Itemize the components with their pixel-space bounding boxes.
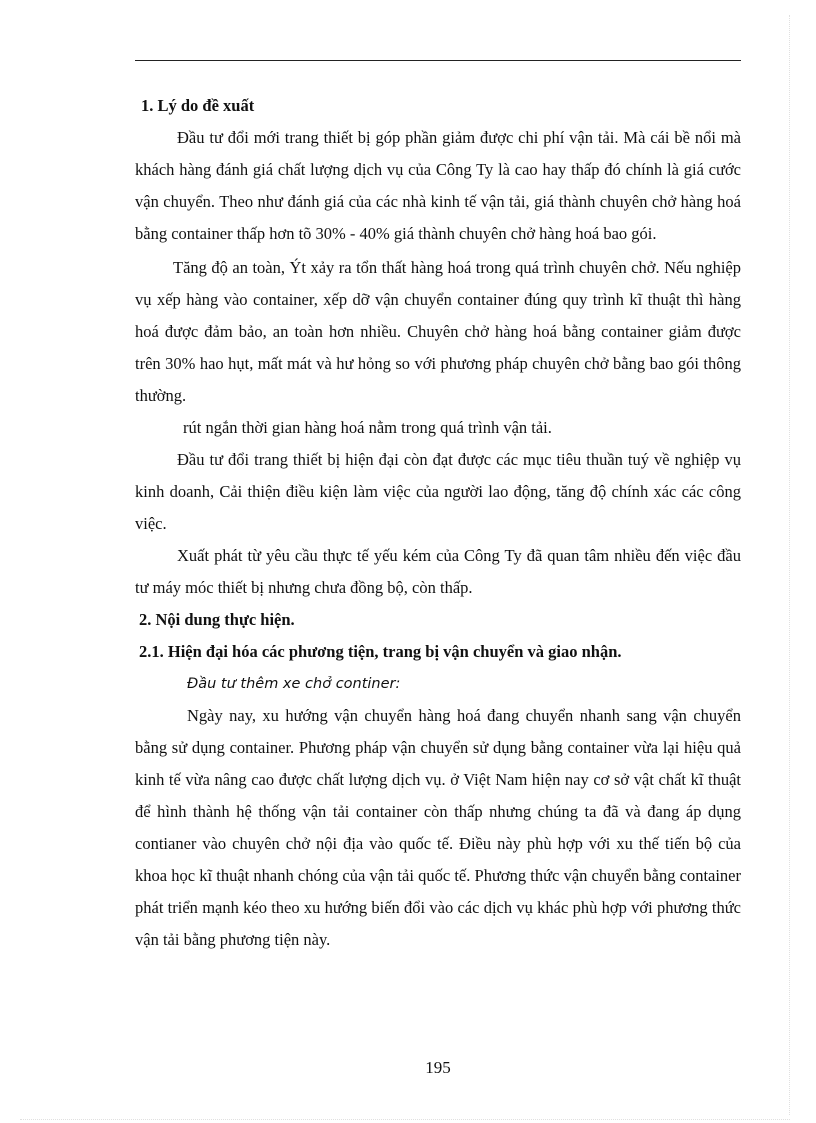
subsection-subtitle: Đầu tư thêm xe chở continer: <box>187 676 401 692</box>
page-number: 195 <box>425 1058 451 1077</box>
paragraph-safety: Tăng độ an toàn, Ýt xảy ra tổn thất hàng hoá trong quá trình chuyên chở. Nếu nghiệp vụ xếp hàng vào container, xếp dỡ vận chuyển container đúng quy trình kĩ thuật thì hàng hoá được đảm bảo, an toàn hơn nhiều. Chuyên chở hàng hoá bằng container giảm được trên 30% hao hụt, mất mát và hư hỏng so với phương pháp chuyên chở bằng bao gói thông thường. <box>135 258 741 405</box>
paragraph-cost-reduction: Đầu tư đổi mới trang thiết bị góp phần giảm được chi phí vận tải. Mà cái bề nổi mà khách hàng đánh giá chất lượng dịch vụ của Công Ty là cao hay thấp đó chính là giá cước vận chuyển. Theo như đánh giá của các nhà kinh tế vận tải, giá thành chuyên chở hàng hoá bằng container thấp hơn tõ 30% - 40% giá thành chuyên chở hàng hoá bao gói. <box>135 128 741 243</box>
paragraph-business-goals: Đầu tư đổi trang thiết bị hiện đại còn đạt được các mục tiêu thuần tuý về nghiệp vụ kinh doanh, Cải thiện điều kiện làm việc của người lao động, tăng độ chính xác các công việc. <box>135 450 741 533</box>
paragraph-motivation: Xuất phát từ yêu cầu thực tế yếu kém của Công Ty đã quan tâm nhiều đến việc đầu tư máy móc thiết bị nhưng chưa đồng bộ, còn thấp. <box>135 546 741 597</box>
subsection-heading-2-1: 2.1. Hiện đại hóa các phương tiện, trang bị vận chuyển và giao nhận. <box>139 642 622 661</box>
header-rule <box>135 60 741 61</box>
page-border-right <box>789 15 790 1115</box>
page-border-bottom <box>20 1119 790 1120</box>
paragraph-container-trend: Ngày nay, xu hướng vận chuyển hàng hoá đang chuyển nhanh sang vận chuyển bằng sử dụng container. Phương pháp vận chuyển sử dụng bằng container vừa lại hiệu quả kinh tế vừa nâng cao được chất lượng dịch vụ. ở Việt Nam hiện nay cơ sở vật chất kĩ thuật để hình thành hệ thống vận tải container còn thấp nhưng chúng ta đã và đang áp dụng contianer vào chuyên chở nội địa vào quốc tế. Điều này phù hợp với xu thế tiến bộ của khoa học kĩ thuật nhanh chóng của vận tải quốc tế. Phương thức vận chuyển bằng container phát triển mạnh kéo theo xu hướng biến đổi vào các dịch vụ khác phù hợp với phương thức vận tải bằng phương tiện này. <box>135 706 741 949</box>
paragraph-time: rút ngắn thời gian hàng hoá nằm trong quá trình vận tải. <box>183 418 552 437</box>
section-heading-2: 2. Nội dung thực hiện. <box>139 610 295 629</box>
page-content <box>135 90 741 956</box>
section-heading-1: 1. Lý do đề xuất <box>141 96 255 115</box>
